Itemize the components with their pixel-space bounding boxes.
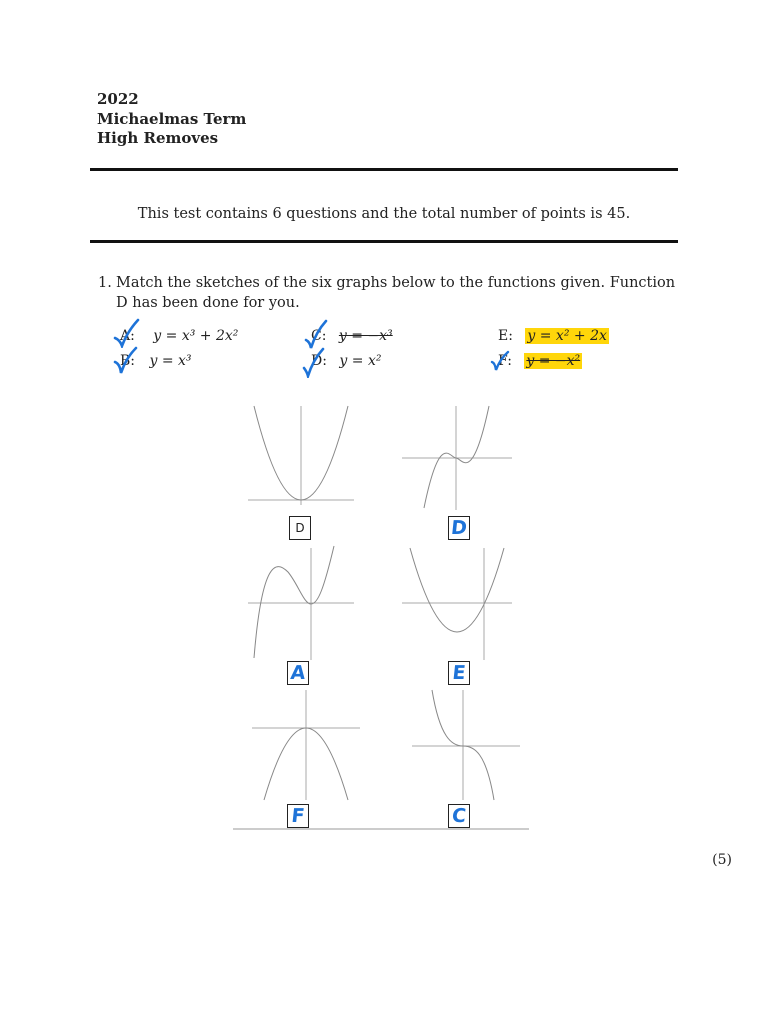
answer-box-graph-5[interactable]	[287, 804, 309, 828]
option-e-letter: E:	[498, 328, 513, 344]
option-d-formula: y = x²	[339, 353, 382, 369]
option-e-formula: y = x² + 2x	[527, 328, 607, 344]
answer-label: D	[295, 521, 305, 535]
option-d-letter: D:	[311, 353, 327, 369]
handwritten-answer: C	[450, 805, 468, 827]
question-points: (5)	[712, 852, 732, 868]
answer-box-graph-3[interactable]	[287, 661, 309, 685]
option-b-letter: B:	[120, 353, 136, 369]
option-c-formula: y = −x³	[338, 328, 393, 344]
class-name: High Removes	[97, 129, 219, 147]
option-c-letter: C:	[311, 328, 327, 344]
option-f-formula: y = −x²	[526, 353, 581, 369]
answer-box-graph-6[interactable]	[448, 804, 470, 828]
answer-box-graph-2[interactable]	[448, 516, 470, 540]
option-b-formula: y = x³	[149, 353, 192, 369]
test-notice: This test contains 6 questions and the total number of points is 45.	[137, 206, 631, 222]
question-number: 1.	[98, 275, 112, 291]
answer-box-graph-4[interactable]	[448, 661, 470, 685]
handwritten-answer: F	[290, 805, 306, 827]
option-a-formula: y = x³ + 2x²	[153, 328, 239, 344]
handwritten-answer: E	[451, 662, 467, 684]
handwritten-answer: D	[449, 517, 469, 539]
handwritten-answer: A	[289, 662, 307, 684]
option-f-letter: F:	[498, 353, 512, 369]
question-text: Match the sketches of the six graphs below to the functions given. Function D has been done for you.	[116, 275, 676, 311]
term: Michaelmas Term	[97, 109, 247, 128]
year: 2022	[97, 90, 139, 108]
option-a-letter: A:	[120, 328, 135, 344]
answer-box-graph-1[interactable]	[289, 516, 311, 540]
